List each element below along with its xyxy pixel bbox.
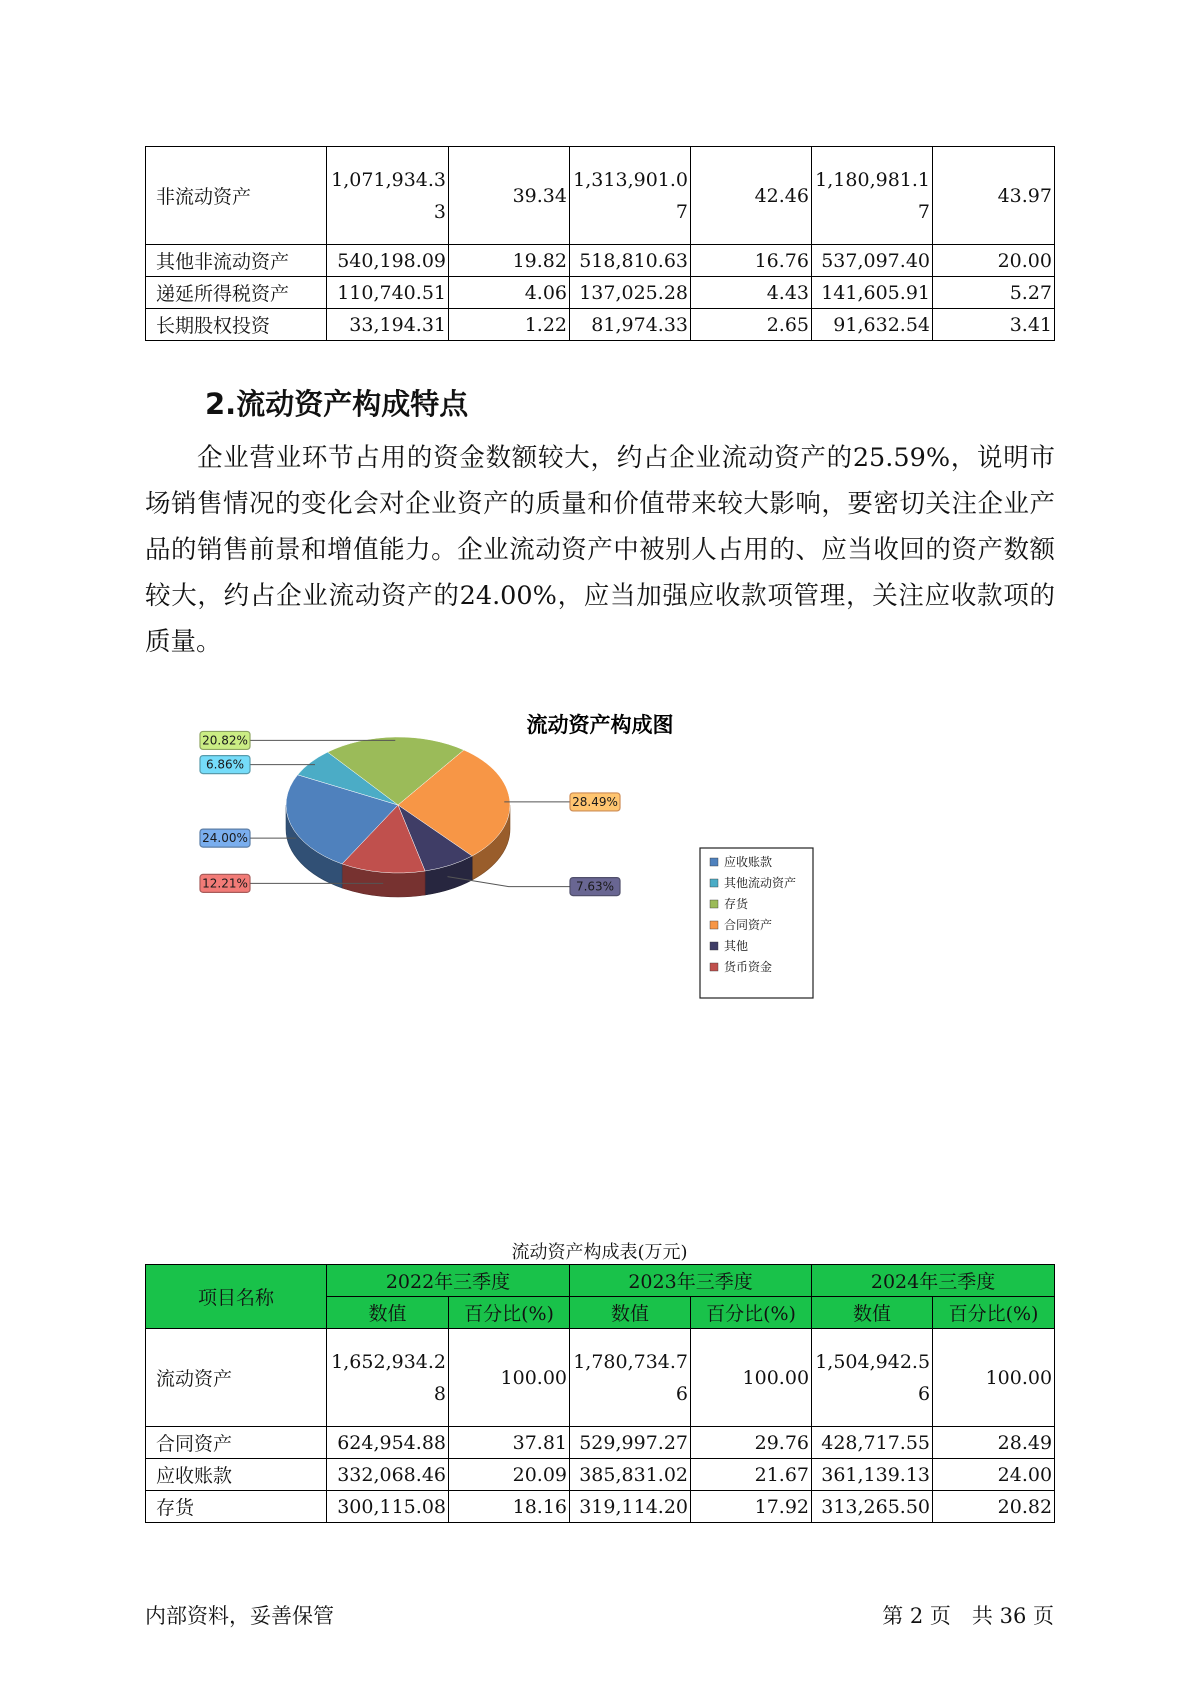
row-name: 应收账款: [146, 1459, 327, 1491]
current-assets-pie-chart: [180, 700, 830, 1020]
table-row: [146, 309, 1055, 341]
data-label: 7.63%: [575, 879, 615, 894]
row-value: 110,740.51: [327, 277, 449, 309]
header-value: 数值: [812, 1297, 933, 1329]
pie-slices: [286, 737, 510, 873]
row-value: 1,504,942.56: [812, 1329, 933, 1427]
chart-title: 流动资产构成图: [526, 713, 674, 737]
row-percent: 1.22: [449, 309, 570, 341]
row-percent: 39.34: [449, 147, 570, 245]
row-value: 141,605.91: [812, 277, 933, 309]
table-row: [146, 1329, 1055, 1427]
footer-page-number: 第 2 页 共 36 页: [882, 1604, 1054, 1628]
row-percent: 24.00: [933, 1459, 1055, 1491]
row-value: 319,114.20: [570, 1491, 691, 1523]
row-value: 33,194.31: [327, 309, 449, 341]
non-current-assets-table: [145, 146, 1055, 341]
row-value: 313,265.50: [812, 1491, 933, 1523]
legend-label: 货币资金: [724, 960, 773, 974]
header-year: 2024年三季度: [812, 1265, 1055, 1297]
row-percent: 21.67: [691, 1459, 812, 1491]
row-value: 537,097.40: [812, 245, 933, 277]
table-row: [146, 1427, 1055, 1459]
legend-swatch: [710, 963, 718, 971]
data-label: 12.21%: [202, 876, 248, 891]
footer-confidential-note: 内部资料，妥善保管: [145, 1604, 334, 1628]
row-value: 1,652,934.28: [327, 1329, 449, 1427]
legend-swatch: [710, 879, 718, 887]
header-year: 2022年三季度: [327, 1265, 570, 1297]
row-percent: 4.06: [449, 277, 570, 309]
section-paragraph: 企业营业环节占用的资金数额较大，约占企业流动资产的25.59%，说明市场销售情况的变化会对企业资产的质量和价值带来较大影响，要密切关注企业产品的销售前景和增值能力。企业流动资产中被别人占用的、应当收回的资产数额较大，约占企业流动资产的24.00%，应当加强应收款项管理，关注应收款项的质量。: [145, 443, 1055, 657]
row-value: 1,180,981.17: [812, 147, 933, 245]
data-label: 20.82%: [202, 733, 248, 748]
legend-swatch: [710, 858, 718, 866]
row-percent: 16.76: [691, 245, 812, 277]
row-name: 其他非流动资产: [146, 245, 327, 277]
row-name: 长期股权投资: [146, 309, 327, 341]
legend-label: 其他: [724, 939, 749, 953]
table-caption: 流动资产构成表(万元): [511, 1242, 688, 1263]
legend-label: 其他流动资产: [724, 876, 797, 890]
legend-swatch: [710, 942, 718, 950]
row-value: 1,780,734.76: [570, 1329, 691, 1427]
row-percent: 28.49: [933, 1427, 1055, 1459]
data-label: 6.86%: [205, 757, 245, 772]
row-value: 137,025.28: [570, 277, 691, 309]
row-name: 合同资产: [146, 1427, 327, 1459]
row-percent: 100.00: [933, 1329, 1055, 1427]
header-percent: 百分比(%): [691, 1297, 812, 1329]
data-label: 28.49%: [572, 794, 618, 809]
table-row: [146, 147, 1055, 245]
row-value: 91,632.54: [812, 309, 933, 341]
data-label: 24.00%: [202, 831, 248, 846]
row-value: 300,115.08: [327, 1491, 449, 1523]
row-value: 1,313,901.07: [570, 147, 691, 245]
row-percent: 37.81: [449, 1427, 570, 1459]
row-percent: 42.46: [691, 147, 812, 245]
row-percent: 100.00: [691, 1329, 812, 1427]
row-name: 流动资产: [146, 1329, 327, 1427]
row-percent: 29.76: [691, 1427, 812, 1459]
row-name: 存货: [146, 1491, 327, 1523]
row-value: 428,717.55: [812, 1427, 933, 1459]
table-row: [146, 1491, 1055, 1523]
table-row: [146, 245, 1055, 277]
legend-swatch: [710, 921, 718, 929]
header-value: 数值: [570, 1297, 691, 1329]
legend-swatch: [710, 900, 718, 908]
row-percent: 17.92: [691, 1491, 812, 1523]
header-value: 数值: [327, 1297, 449, 1329]
legend-label: 合同资产: [724, 918, 773, 932]
row-value: 332,068.46: [327, 1459, 449, 1491]
row-percent: 18.16: [449, 1491, 570, 1523]
header-percent: 百分比(%): [933, 1297, 1055, 1329]
chart-legend: [700, 848, 813, 998]
section-heading: 2.流动资产构成特点: [205, 387, 469, 421]
row-value: 540,198.09: [327, 245, 449, 277]
row-percent: 20.09: [449, 1459, 570, 1491]
row-percent: 20.00: [933, 245, 1055, 277]
header-year: 2023年三季度: [570, 1265, 812, 1297]
table-row: [146, 277, 1055, 309]
row-percent: 4.43: [691, 277, 812, 309]
legend-label: 应收账款: [724, 855, 773, 869]
row-value: 81,974.33: [570, 309, 691, 341]
row-percent: 3.41: [933, 309, 1055, 341]
row-name: 非流动资产: [146, 147, 327, 245]
legend-label: 存货: [724, 897, 749, 911]
header-percent: 百分比(%): [449, 1297, 570, 1329]
row-percent: 43.97: [933, 147, 1055, 245]
row-percent: 19.82: [449, 245, 570, 277]
row-value: 529,997.27: [570, 1427, 691, 1459]
row-value: 361,139.13: [812, 1459, 933, 1491]
row-name: 递延所得税资产: [146, 277, 327, 309]
row-percent: 5.27: [933, 277, 1055, 309]
current-assets-table: [145, 1264, 1055, 1523]
row-value: 624,954.88: [327, 1427, 449, 1459]
row-percent: 2.65: [691, 309, 812, 341]
row-value: 385,831.02: [570, 1459, 691, 1491]
row-percent: 20.82: [933, 1491, 1055, 1523]
table-row: [146, 1459, 1055, 1491]
row-value: 518,810.63: [570, 245, 691, 277]
table-header-row: [146, 1265, 1055, 1297]
header-item-name: 项目名称: [146, 1265, 327, 1329]
row-value: 1,071,934.33: [327, 147, 449, 245]
row-percent: 100.00: [449, 1329, 570, 1427]
